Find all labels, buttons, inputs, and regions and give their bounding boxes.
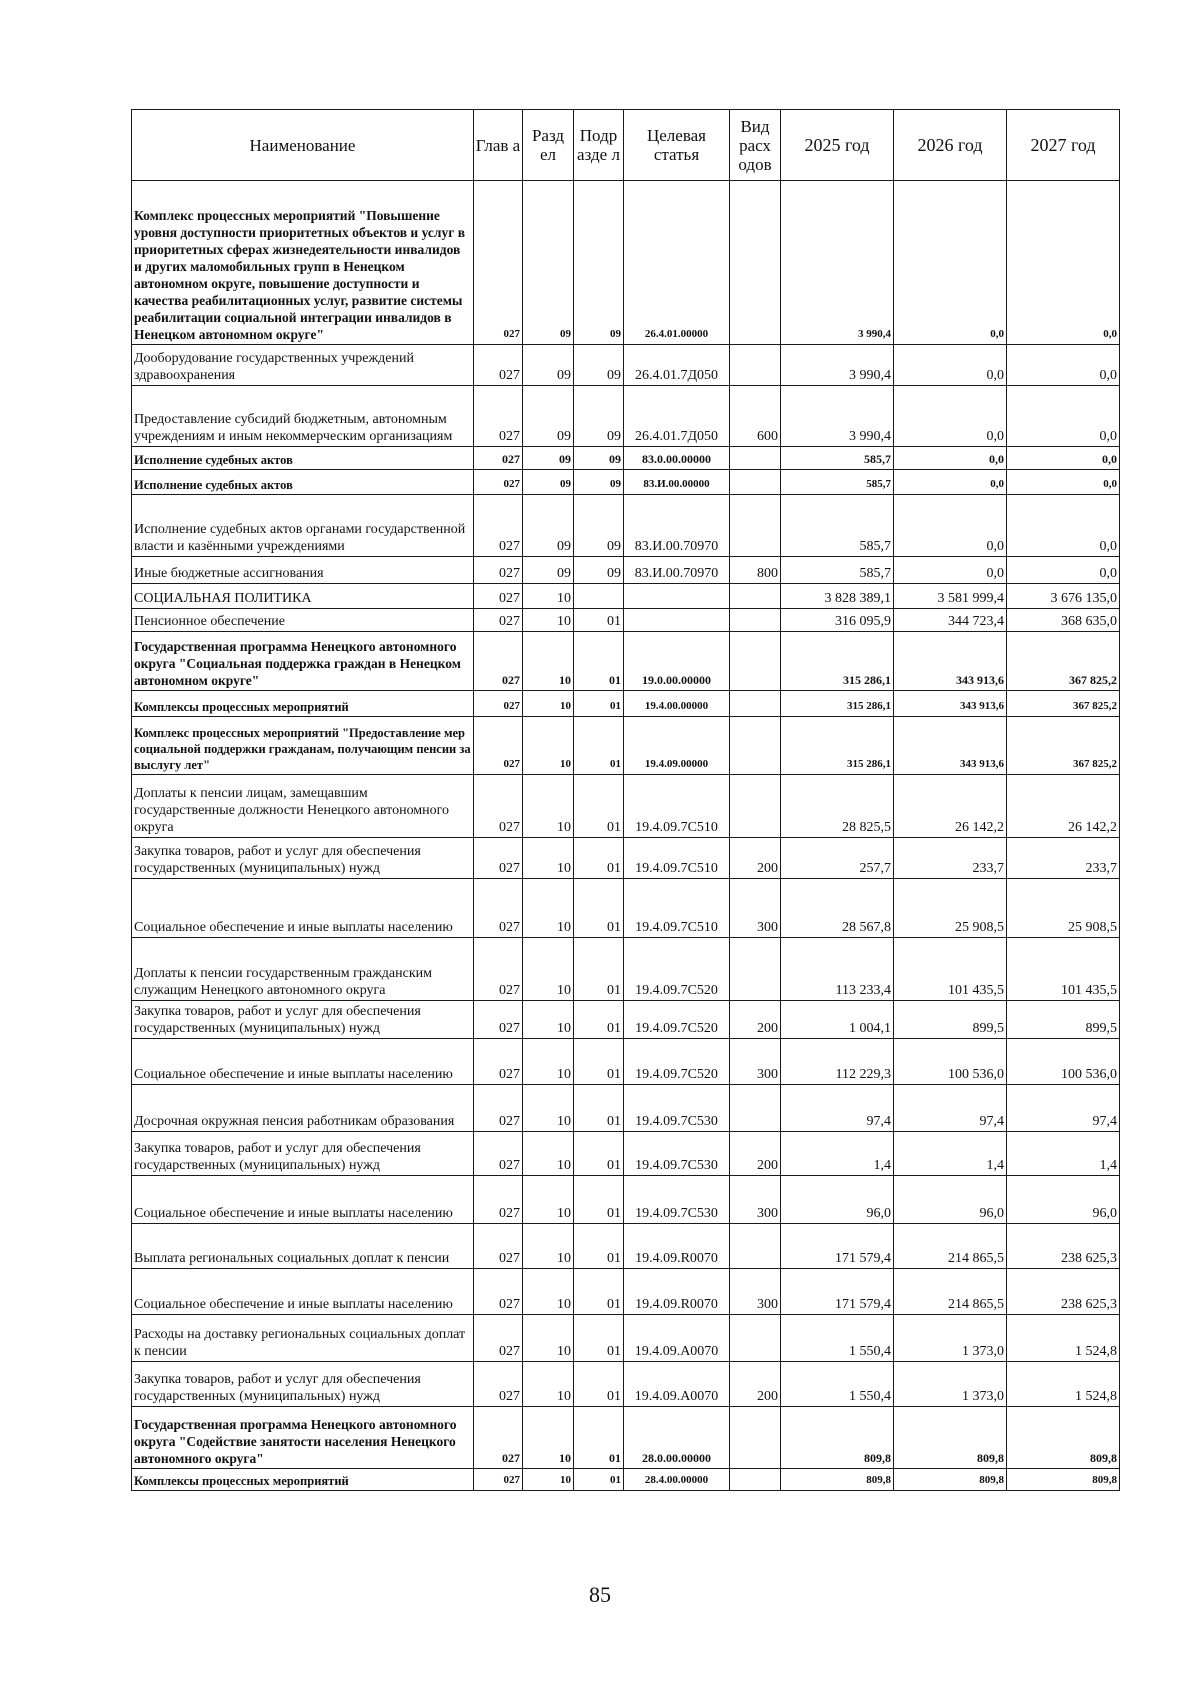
table-row xyxy=(132,838,1120,879)
row-glava: 027 xyxy=(474,938,523,1001)
row-value-2025: 112 229,3 xyxy=(781,1039,894,1085)
row-expense-type xyxy=(730,1224,781,1269)
row-name: Выплата региональных социальных доплат к пенсии xyxy=(132,1224,474,1269)
row-value-2025: 585,7 xyxy=(781,470,894,495)
row-name: Исполнение судебных актов xyxy=(132,470,474,495)
row-razdel: 10 xyxy=(523,632,574,691)
row-glava: 027 xyxy=(474,717,523,775)
row-expense-type xyxy=(730,584,781,609)
table-row xyxy=(132,1407,1120,1469)
row-target: 28.4.00.00000 xyxy=(624,1469,730,1491)
row-glava: 027 xyxy=(474,557,523,584)
row-value-2027: 367 825,2 xyxy=(1007,632,1120,691)
row-target: 19.4.00.00000 xyxy=(624,691,730,717)
row-podrazdel: 01 xyxy=(574,1362,624,1407)
row-expense-type: 200 xyxy=(730,838,781,879)
row-name: Социальное обеспечение и иные выплаты населению xyxy=(132,1176,474,1224)
header-year-2027: 2027 год xyxy=(1007,110,1120,181)
row-razdel: 10 xyxy=(523,717,574,775)
row-glava: 027 xyxy=(474,775,523,838)
row-glava: 027 xyxy=(474,1176,523,1224)
row-razdel: 09 xyxy=(523,470,574,495)
table-row xyxy=(132,879,1120,938)
row-value-2027: 0,0 xyxy=(1007,386,1120,447)
row-value-2026: 809,8 xyxy=(894,1469,1007,1491)
row-target: 19.4.09.7С510 xyxy=(624,775,730,838)
row-name: Закупка товаров, работ и услуг для обеспечения государственных (муниципальных) нужд xyxy=(132,1132,474,1176)
row-name: Иные бюджетные ассигнования xyxy=(132,557,474,584)
row-target: 83.0.00.00000 xyxy=(624,447,730,470)
row-podrazdel: 01 xyxy=(574,632,624,691)
row-expense-type xyxy=(730,447,781,470)
table-row xyxy=(132,1224,1120,1269)
header-expense-type: Вид расх одов xyxy=(730,110,781,181)
row-name: Комплексы процессных мероприятий xyxy=(132,691,474,717)
table-body xyxy=(132,181,1120,1491)
row-name: Пенсионное обеспечение xyxy=(132,609,474,632)
row-razdel: 10 xyxy=(523,838,574,879)
header-razdel: Разд ел xyxy=(523,110,574,181)
row-name: Закупка товаров, работ и услуг для обеспечения государственных (муниципальных) нужд xyxy=(132,1001,474,1039)
row-glava: 027 xyxy=(474,495,523,557)
row-value-2026: 0,0 xyxy=(894,470,1007,495)
row-value-2026: 1 373,0 xyxy=(894,1315,1007,1362)
row-razdel: 10 xyxy=(523,1407,574,1469)
row-value-2025: 1 550,4 xyxy=(781,1315,894,1362)
row-value-2025: 1 004,1 xyxy=(781,1001,894,1039)
row-name: Государственная программа Ненецкого автономного округа "Социальная поддержка граждан в Ненецком автономном округе" xyxy=(132,632,474,691)
row-razdel: 10 xyxy=(523,1001,574,1039)
row-glava: 027 xyxy=(474,584,523,609)
row-razdel: 10 xyxy=(523,609,574,632)
row-expense-type xyxy=(730,495,781,557)
row-glava: 027 xyxy=(474,609,523,632)
header-podrazdel: Подр азде л xyxy=(574,110,624,181)
row-glava: 027 xyxy=(474,181,523,345)
row-value-2025: 585,7 xyxy=(781,447,894,470)
row-value-2026: 343 913,6 xyxy=(894,632,1007,691)
row-value-2025: 1,4 xyxy=(781,1132,894,1176)
row-value-2026: 0,0 xyxy=(894,447,1007,470)
row-podrazdel: 01 xyxy=(574,1315,624,1362)
row-razdel: 10 xyxy=(523,1039,574,1085)
row-value-2025: 3 990,4 xyxy=(781,386,894,447)
row-razdel: 09 xyxy=(523,495,574,557)
header-target: Целевая статья xyxy=(624,110,730,181)
table-row xyxy=(132,345,1120,386)
table-row xyxy=(132,495,1120,557)
table-row xyxy=(132,584,1120,609)
row-podrazdel: 01 xyxy=(574,1039,624,1085)
row-razdel: 09 xyxy=(523,557,574,584)
row-expense-type xyxy=(730,632,781,691)
row-expense-type: 200 xyxy=(730,1362,781,1407)
table-row xyxy=(132,1132,1120,1176)
row-podrazdel: 09 xyxy=(574,386,624,447)
row-podrazdel: 01 xyxy=(574,1001,624,1039)
row-value-2027: 26 142,2 xyxy=(1007,775,1120,838)
row-target xyxy=(624,584,730,609)
row-glava: 027 xyxy=(474,386,523,447)
row-target: 26.4.01.00000 xyxy=(624,181,730,345)
row-value-2026: 343 913,6 xyxy=(894,691,1007,717)
row-value-2026: 0,0 xyxy=(894,386,1007,447)
row-value-2025: 113 233,4 xyxy=(781,938,894,1001)
row-value-2026: 3 581 999,4 xyxy=(894,584,1007,609)
row-value-2025: 171 579,4 xyxy=(781,1224,894,1269)
table-row xyxy=(132,1269,1120,1315)
row-value-2027: 3 676 135,0 xyxy=(1007,584,1120,609)
row-value-2025: 97,4 xyxy=(781,1085,894,1132)
row-podrazdel: 09 xyxy=(574,181,624,345)
table-row xyxy=(132,938,1120,1001)
row-value-2025: 171 579,4 xyxy=(781,1269,894,1315)
row-target: 19.4.09.7С530 xyxy=(624,1132,730,1176)
row-glava: 027 xyxy=(474,1315,523,1362)
row-value-2025: 28 825,5 xyxy=(781,775,894,838)
row-target: 19.4.09.7С520 xyxy=(624,1001,730,1039)
row-razdel: 10 xyxy=(523,1362,574,1407)
row-value-2027: 1 524,8 xyxy=(1007,1362,1120,1407)
row-value-2027: 1 524,8 xyxy=(1007,1315,1120,1362)
row-expense-type xyxy=(730,938,781,1001)
row-expense-type xyxy=(730,1315,781,1362)
row-value-2026: 899,5 xyxy=(894,1001,1007,1039)
row-glava: 027 xyxy=(474,1132,523,1176)
row-glava: 027 xyxy=(474,1469,523,1491)
row-value-2026: 809,8 xyxy=(894,1407,1007,1469)
row-value-2026: 101 435,5 xyxy=(894,938,1007,1001)
row-value-2025: 809,8 xyxy=(781,1407,894,1469)
row-value-2026: 100 536,0 xyxy=(894,1039,1007,1085)
row-target: 83.И.00.70970 xyxy=(624,557,730,584)
row-glava: 027 xyxy=(474,1085,523,1132)
row-expense-type xyxy=(730,609,781,632)
row-razdel: 10 xyxy=(523,1469,574,1491)
row-value-2027: 0,0 xyxy=(1007,181,1120,345)
row-value-2026: 0,0 xyxy=(894,181,1007,345)
row-expense-type xyxy=(730,1407,781,1469)
row-value-2026: 1 373,0 xyxy=(894,1362,1007,1407)
row-value-2026: 26 142,2 xyxy=(894,775,1007,838)
table-row xyxy=(132,1085,1120,1132)
row-value-2026: 0,0 xyxy=(894,345,1007,386)
row-value-2027: 367 825,2 xyxy=(1007,691,1120,717)
row-razdel: 10 xyxy=(523,879,574,938)
row-value-2025: 315 286,1 xyxy=(781,632,894,691)
row-glava: 027 xyxy=(474,1269,523,1315)
page-number: 85 xyxy=(589,1582,611,1607)
row-value-2027: 367 825,2 xyxy=(1007,717,1120,775)
row-glava: 027 xyxy=(474,879,523,938)
table-row xyxy=(132,609,1120,632)
row-name: Досрочная окружная пенсия работникам образования xyxy=(132,1085,474,1132)
row-name: Предоставление субсидий бюджетным, автономным учреждениям и иным некоммерческим организациям xyxy=(132,386,474,447)
row-target: 19.4.09.R0070 xyxy=(624,1224,730,1269)
row-razdel: 10 xyxy=(523,1085,574,1132)
table-row xyxy=(132,386,1120,447)
row-name: Расходы на доставку региональных социальных доплат к пенсии xyxy=(132,1315,474,1362)
row-glava: 027 xyxy=(474,1001,523,1039)
row-value-2027: 100 536,0 xyxy=(1007,1039,1120,1085)
row-razdel: 10 xyxy=(523,1176,574,1224)
row-expense-type: 200 xyxy=(730,1001,781,1039)
row-name: Доплаты к пенсии государственным гражданским служащим Ненецкого автономного округа xyxy=(132,938,474,1001)
row-target: 19.4.09.7С530 xyxy=(624,1176,730,1224)
row-razdel: 09 xyxy=(523,345,574,386)
row-razdel: 10 xyxy=(523,938,574,1001)
row-value-2026: 343 913,6 xyxy=(894,717,1007,775)
table-row xyxy=(132,1039,1120,1085)
row-value-2027: 809,8 xyxy=(1007,1407,1120,1469)
row-value-2027: 0,0 xyxy=(1007,470,1120,495)
row-value-2027: 238 625,3 xyxy=(1007,1224,1120,1269)
header-glava: Глав а xyxy=(474,110,523,181)
row-name: Комплекс процессных мероприятий "Предоставление мер социальной поддержки гражданам, получающим пенсии за выслугу лет" xyxy=(132,717,474,775)
row-expense-type: 300 xyxy=(730,879,781,938)
row-value-2025: 585,7 xyxy=(781,495,894,557)
table-row xyxy=(132,1315,1120,1362)
row-podrazdel: 01 xyxy=(574,1407,624,1469)
table-row xyxy=(132,632,1120,691)
row-name: Комплекс процессных мероприятий "Повышение уровня доступности приоритетных объектов и услуг в приоритетных сферах жизнедеятельности инвалидов и других маломобильных групп в Ненецком автономном округе, повышение доступности и качества реабилитационных услуг, развитие системы реабилитации социальной интеграции инвалидов в Ненецком автономном округе" xyxy=(132,181,474,345)
table-row xyxy=(132,717,1120,775)
row-name: Комплексы процессных мероприятий xyxy=(132,1469,474,1491)
row-value-2027: 368 635,0 xyxy=(1007,609,1120,632)
row-podrazdel: 01 xyxy=(574,1176,624,1224)
table-row xyxy=(132,1469,1120,1491)
row-value-2027: 899,5 xyxy=(1007,1001,1120,1039)
row-value-2026: 214 865,5 xyxy=(894,1224,1007,1269)
row-podrazdel: 09 xyxy=(574,345,624,386)
row-value-2025: 3 990,4 xyxy=(781,345,894,386)
row-glava: 027 xyxy=(474,838,523,879)
row-podrazdel: 09 xyxy=(574,447,624,470)
row-target: 19.4.09.7С530 xyxy=(624,1085,730,1132)
row-value-2025: 585,7 xyxy=(781,557,894,584)
row-razdel: 10 xyxy=(523,1269,574,1315)
row-glava: 027 xyxy=(474,632,523,691)
row-glava: 027 xyxy=(474,1362,523,1407)
row-target: 83.И.00.00000 xyxy=(624,470,730,495)
row-target: 19.4.09.00000 xyxy=(624,717,730,775)
row-value-2027: 25 908,5 xyxy=(1007,879,1120,938)
row-name: Исполнение судебных актов xyxy=(132,447,474,470)
row-glava: 027 xyxy=(474,345,523,386)
row-expense-type xyxy=(730,775,781,838)
row-value-2027: 96,0 xyxy=(1007,1176,1120,1224)
row-expense-type xyxy=(730,1085,781,1132)
table-row xyxy=(132,775,1120,838)
table-row xyxy=(132,1176,1120,1224)
row-value-2027: 1,4 xyxy=(1007,1132,1120,1176)
row-target: 26.4.01.7Д050 xyxy=(624,386,730,447)
row-podrazdel: 09 xyxy=(574,495,624,557)
row-expense-type xyxy=(730,1469,781,1491)
row-value-2026: 233,7 xyxy=(894,838,1007,879)
row-podrazdel xyxy=(574,584,624,609)
row-razdel: 10 xyxy=(523,584,574,609)
row-podrazdel: 01 xyxy=(574,717,624,775)
row-podrazdel: 01 xyxy=(574,609,624,632)
row-target: 19.4.09.7С510 xyxy=(624,879,730,938)
row-razdel: 10 xyxy=(523,1315,574,1362)
row-value-2025: 96,0 xyxy=(781,1176,894,1224)
row-glava: 027 xyxy=(474,447,523,470)
row-podrazdel: 01 xyxy=(574,838,624,879)
row-value-2025: 315 286,1 xyxy=(781,717,894,775)
row-value-2026: 0,0 xyxy=(894,495,1007,557)
row-value-2025: 809,8 xyxy=(781,1469,894,1491)
table-row xyxy=(132,1001,1120,1039)
row-expense-type xyxy=(730,181,781,345)
row-razdel: 10 xyxy=(523,691,574,717)
row-razdel: 09 xyxy=(523,386,574,447)
row-target: 19.4.09.7С520 xyxy=(624,1039,730,1085)
row-value-2027: 101 435,5 xyxy=(1007,938,1120,1001)
row-razdel: 09 xyxy=(523,447,574,470)
row-target: 19.4.09.7С520 xyxy=(624,938,730,1001)
row-name: Социальное обеспечение и иные выплаты населению xyxy=(132,1269,474,1315)
row-value-2027: 97,4 xyxy=(1007,1085,1120,1132)
row-value-2026: 1,4 xyxy=(894,1132,1007,1176)
row-value-2025: 3 990,4 xyxy=(781,181,894,345)
row-expense-type: 300 xyxy=(730,1269,781,1315)
table-row xyxy=(132,557,1120,584)
row-value-2026: 344 723,4 xyxy=(894,609,1007,632)
row-podrazdel: 01 xyxy=(574,1469,624,1491)
row-name: Закупка товаров, работ и услуг для обеспечения государственных (муниципальных) нужд xyxy=(132,1362,474,1407)
row-razdel: 10 xyxy=(523,775,574,838)
row-glava: 027 xyxy=(474,1039,523,1085)
header-year-2026: 2026 год xyxy=(894,110,1007,181)
row-razdel: 09 xyxy=(523,181,574,345)
row-podrazdel: 01 xyxy=(574,938,624,1001)
row-value-2026: 96,0 xyxy=(894,1176,1007,1224)
row-razdel: 10 xyxy=(523,1224,574,1269)
row-expense-type: 800 xyxy=(730,557,781,584)
row-glava: 027 xyxy=(474,1407,523,1469)
row-expense-type xyxy=(730,691,781,717)
table-row xyxy=(132,691,1120,717)
row-name: СОЦИАЛЬНАЯ ПОЛИТИКА xyxy=(132,584,474,609)
row-podrazdel: 09 xyxy=(574,470,624,495)
header-year-2025: 2025 год xyxy=(781,110,894,181)
table-row xyxy=(132,181,1120,345)
row-expense-type xyxy=(730,717,781,775)
row-name: Доплаты к пенсии лицам, замещавшим государственные должности Ненецкого автономного округа xyxy=(132,775,474,838)
row-value-2025: 3 828 389,1 xyxy=(781,584,894,609)
table-row xyxy=(132,447,1120,470)
row-value-2027: 233,7 xyxy=(1007,838,1120,879)
row-target: 83.И.00.70970 xyxy=(624,495,730,557)
row-value-2027: 0,0 xyxy=(1007,345,1120,386)
budget-table xyxy=(131,109,1120,1491)
row-name: Исполнение судебных актов органами государственной власти и казёнными учреждениями xyxy=(132,495,474,557)
row-glava: 027 xyxy=(474,470,523,495)
row-value-2025: 1 550,4 xyxy=(781,1362,894,1407)
row-razdel: 10 xyxy=(523,1132,574,1176)
row-expense-type: 300 xyxy=(730,1176,781,1224)
row-value-2026: 0,0 xyxy=(894,557,1007,584)
row-value-2026: 214 865,5 xyxy=(894,1269,1007,1315)
row-value-2027: 809,8 xyxy=(1007,1469,1120,1491)
row-name: Дооборудование государственных учреждений здравоохранения xyxy=(132,345,474,386)
row-value-2026: 97,4 xyxy=(894,1085,1007,1132)
row-podrazdel: 01 xyxy=(574,775,624,838)
row-value-2025: 257,7 xyxy=(781,838,894,879)
row-value-2027: 238 625,3 xyxy=(1007,1269,1120,1315)
row-value-2025: 315 286,1 xyxy=(781,691,894,717)
row-expense-type: 300 xyxy=(730,1039,781,1085)
row-value-2027: 0,0 xyxy=(1007,557,1120,584)
row-podrazdel: 01 xyxy=(574,1085,624,1132)
row-glava: 027 xyxy=(474,691,523,717)
row-target: 19.4.09.R0070 xyxy=(624,1269,730,1315)
row-podrazdel: 01 xyxy=(574,879,624,938)
row-target: 19.4.09.7С510 xyxy=(624,838,730,879)
row-name: Закупка товаров, работ и услуг для обеспечения государственных (муниципальных) нужд xyxy=(132,838,474,879)
table-row xyxy=(132,470,1120,495)
row-target: 28.0.00.00000 xyxy=(624,1407,730,1469)
row-target: 19.4.09.А0070 xyxy=(624,1315,730,1362)
row-podrazdel: 09 xyxy=(574,557,624,584)
table-row xyxy=(132,1362,1120,1407)
row-target: 19.0.00.00000 xyxy=(624,632,730,691)
row-podrazdel: 01 xyxy=(574,691,624,717)
row-glava: 027 xyxy=(474,1224,523,1269)
row-expense-type xyxy=(730,470,781,495)
row-value-2025: 28 567,8 xyxy=(781,879,894,938)
row-value-2027: 0,0 xyxy=(1007,447,1120,470)
row-expense-type: 600 xyxy=(730,386,781,447)
row-value-2027: 0,0 xyxy=(1007,495,1120,557)
row-value-2026: 25 908,5 xyxy=(894,879,1007,938)
row-name: Социальное обеспечение и иные выплаты населению xyxy=(132,1039,474,1085)
row-value-2025: 316 095,9 xyxy=(781,609,894,632)
header-name: Наименование xyxy=(132,110,474,181)
row-podrazdel: 01 xyxy=(574,1269,624,1315)
row-name: Социальное обеспечение и иные выплаты населению xyxy=(132,879,474,938)
table-header-row xyxy=(132,110,1120,181)
row-podrazdel: 01 xyxy=(574,1132,624,1176)
row-name: Государственная программа Ненецкого автономного округа "Содействие занятости населения Ненецкого автономного округа" xyxy=(132,1407,474,1469)
row-expense-type xyxy=(730,345,781,386)
row-target: 19.4.09.А0070 xyxy=(624,1362,730,1407)
row-target: 26.4.01.7Д050 xyxy=(624,345,730,386)
row-target xyxy=(624,609,730,632)
row-podrazdel: 01 xyxy=(574,1224,624,1269)
row-expense-type: 200 xyxy=(730,1132,781,1176)
